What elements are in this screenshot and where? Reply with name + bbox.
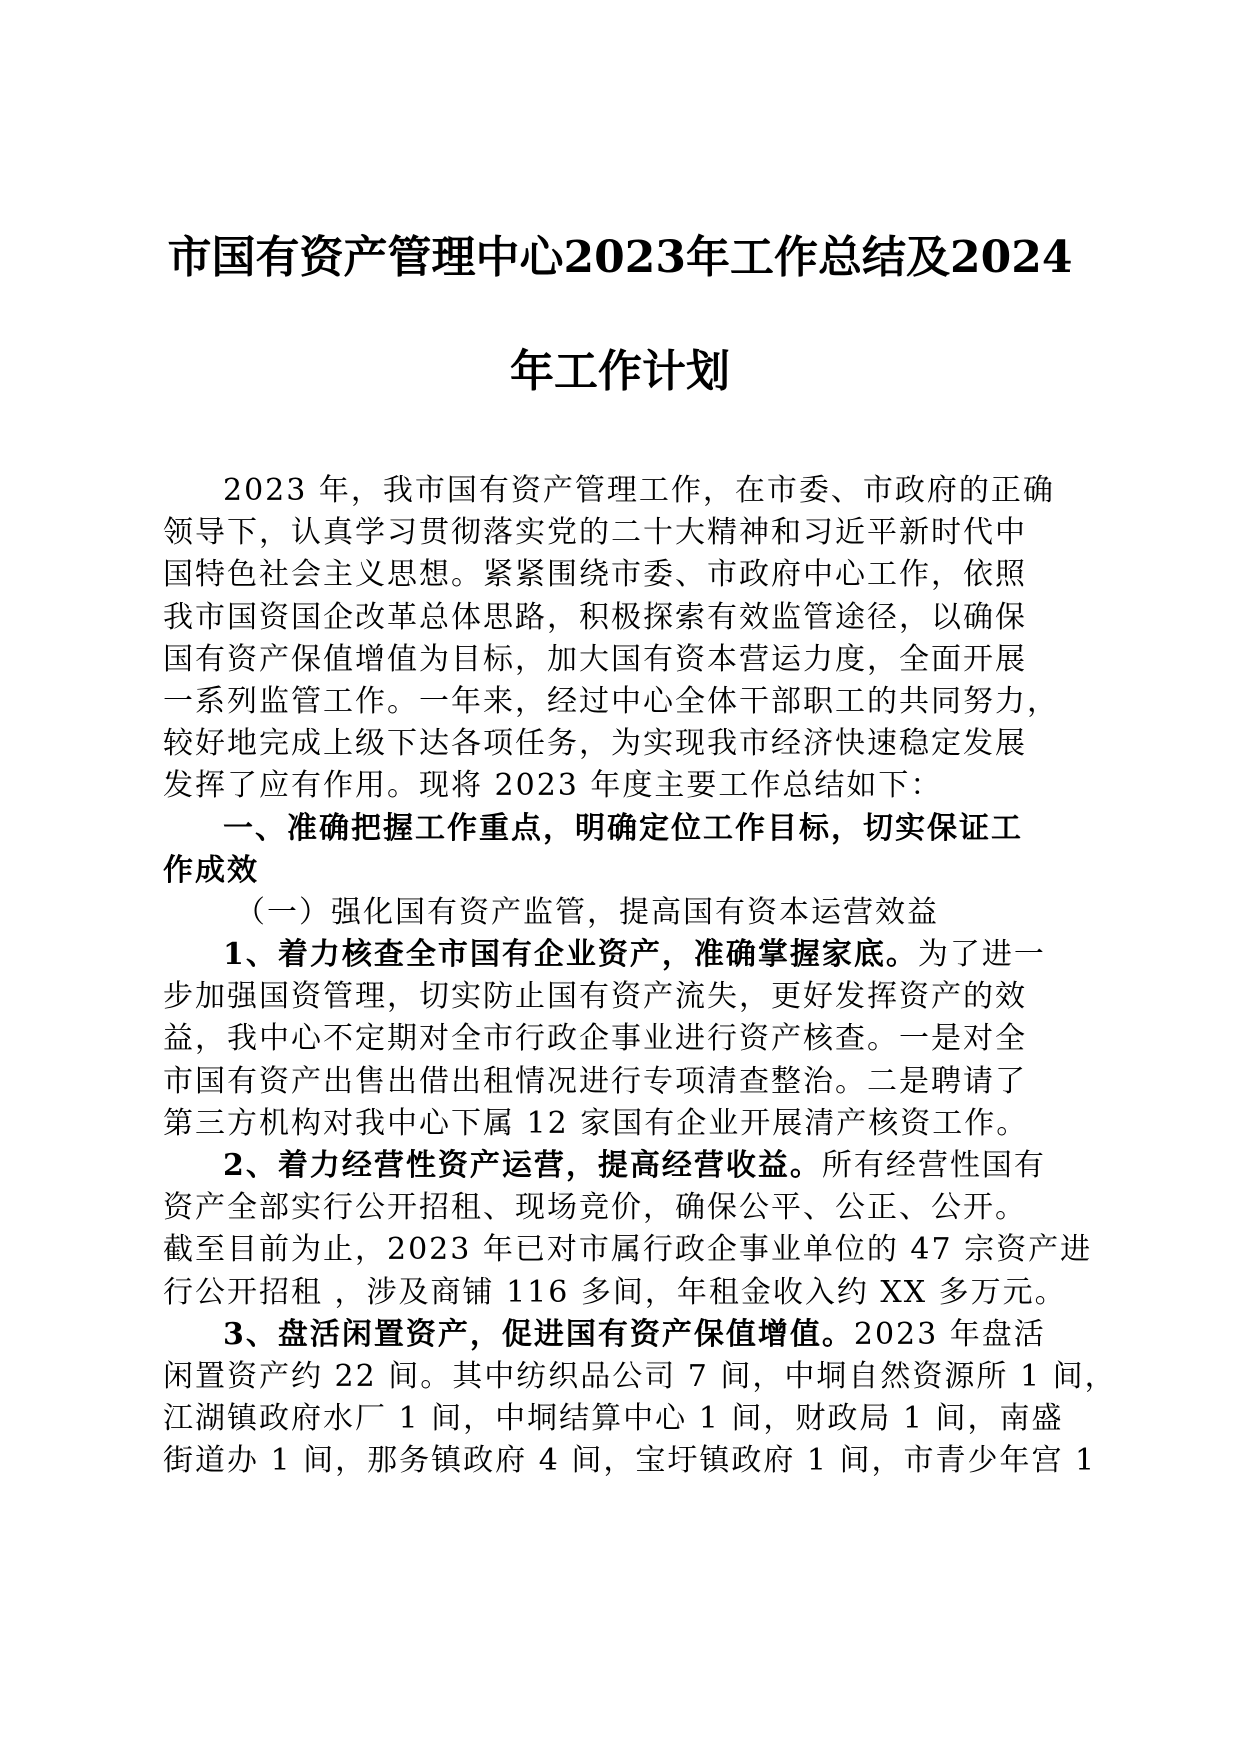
item-2-line: 资产全部实行公开招租、现场竞价，确保公平、公正、公开。: [163, 1190, 1027, 1226]
item-1-lead-rest: 为了进一: [917, 937, 1046, 973]
item-1-line: 步加强国资管理，切实防止国有资产流失，更好发挥资产的效: [163, 979, 1027, 1015]
item-2-first-line: [163, 1145, 1093, 1187]
item-3-first-line: [163, 1314, 1093, 1356]
item-3-line: 闲置资产约 22 间。其中纺织品公司 7 间，中垌自然资源所 1 间，: [163, 1358, 1117, 1394]
item-1-first-line: [163, 934, 1093, 976]
intro-line: 国有资产保值增值为目标，加大国有资本营运力度，全面开展: [163, 641, 1027, 677]
item-1-lead: 1、着力核查全市国有企业资产，准确掌握家底。: [223, 937, 918, 973]
subsection-heading: （一）强化国有资产监管，提高国有资本运营效益: [235, 894, 939, 930]
item-1-line: 益，我中心不定期对全市行政企事业进行资产核查。一是对全: [163, 1021, 1027, 1057]
item-3-lead: 3、盘活闲置资产，促进国有资产保值增值。: [223, 1316, 854, 1352]
section-heading-line-2: 作成效: [163, 852, 259, 888]
item-2-line: 截至目前为止，2023 年已对市属行政企事业单位的 47 宗资产进: [163, 1232, 1093, 1268]
intro-line: 一系列监管工作。一年来，经过中心全体干部职工的共同努力，: [163, 683, 1059, 719]
intro-line: 我市国资国企改革总体思路，积极探索有效监管途径，以确保: [163, 599, 1027, 635]
document-title-line-2: 年工作计划: [510, 346, 730, 397]
item-2-lead: 2、着力经营性资产运营，提高经营收益。: [223, 1148, 822, 1183]
item-1-line: 市国有资产出售出借出租情况进行专项清查整治。二是聘请了: [163, 1063, 1027, 1099]
document-body: [163, 470, 1117, 1483]
intro-line: 国特色社会主义思想。紧紧围绕市委、市政府中心工作，依照: [163, 557, 1027, 593]
intro-line: 2023 年，我市国有资产管理工作，在市委、市政府的正确: [223, 473, 1055, 508]
item-3-line: 街道办 1 间，那务镇政府 4 间，宝圩镇政府 1 间，市青少年宫 1: [163, 1443, 1097, 1479]
document-title-line-1: 市国有资产管理中心2023年工作总结及2024: [167, 232, 1073, 283]
section-heading-line-1: 一、准确把握工作重点，明确定位工作目标，切实保证工: [223, 810, 1023, 846]
item-2-line: 行公开招租 ，涉及商铺 116 多间，年租金收入约 XX 多万元。: [163, 1274, 1067, 1310]
item-2-lead-rest: 所有经营性国有: [821, 1148, 1046, 1183]
intro-line: 领导下，认真学习贯彻落实党的二十大精神和习近平新时代中: [163, 515, 1027, 551]
item-1-line: 第三方机构对我中心下属 12 家国有企业开展清产核资工作。: [163, 1105, 1029, 1141]
item-3-line: 江湖镇政府水厂 1 间，中垌结算中心 1 间，财政局 1 间，南盛: [163, 1401, 1064, 1437]
item-3-lead-rest: 2023 年盘活: [853, 1316, 1046, 1352]
intro-line: 发挥了应有作用。现将 2023 年度主要工作总结如下：: [163, 768, 943, 804]
intro-line: 较好地完成上级下达各项任务，为实现我市经济快速稳定发展: [163, 726, 1027, 762]
